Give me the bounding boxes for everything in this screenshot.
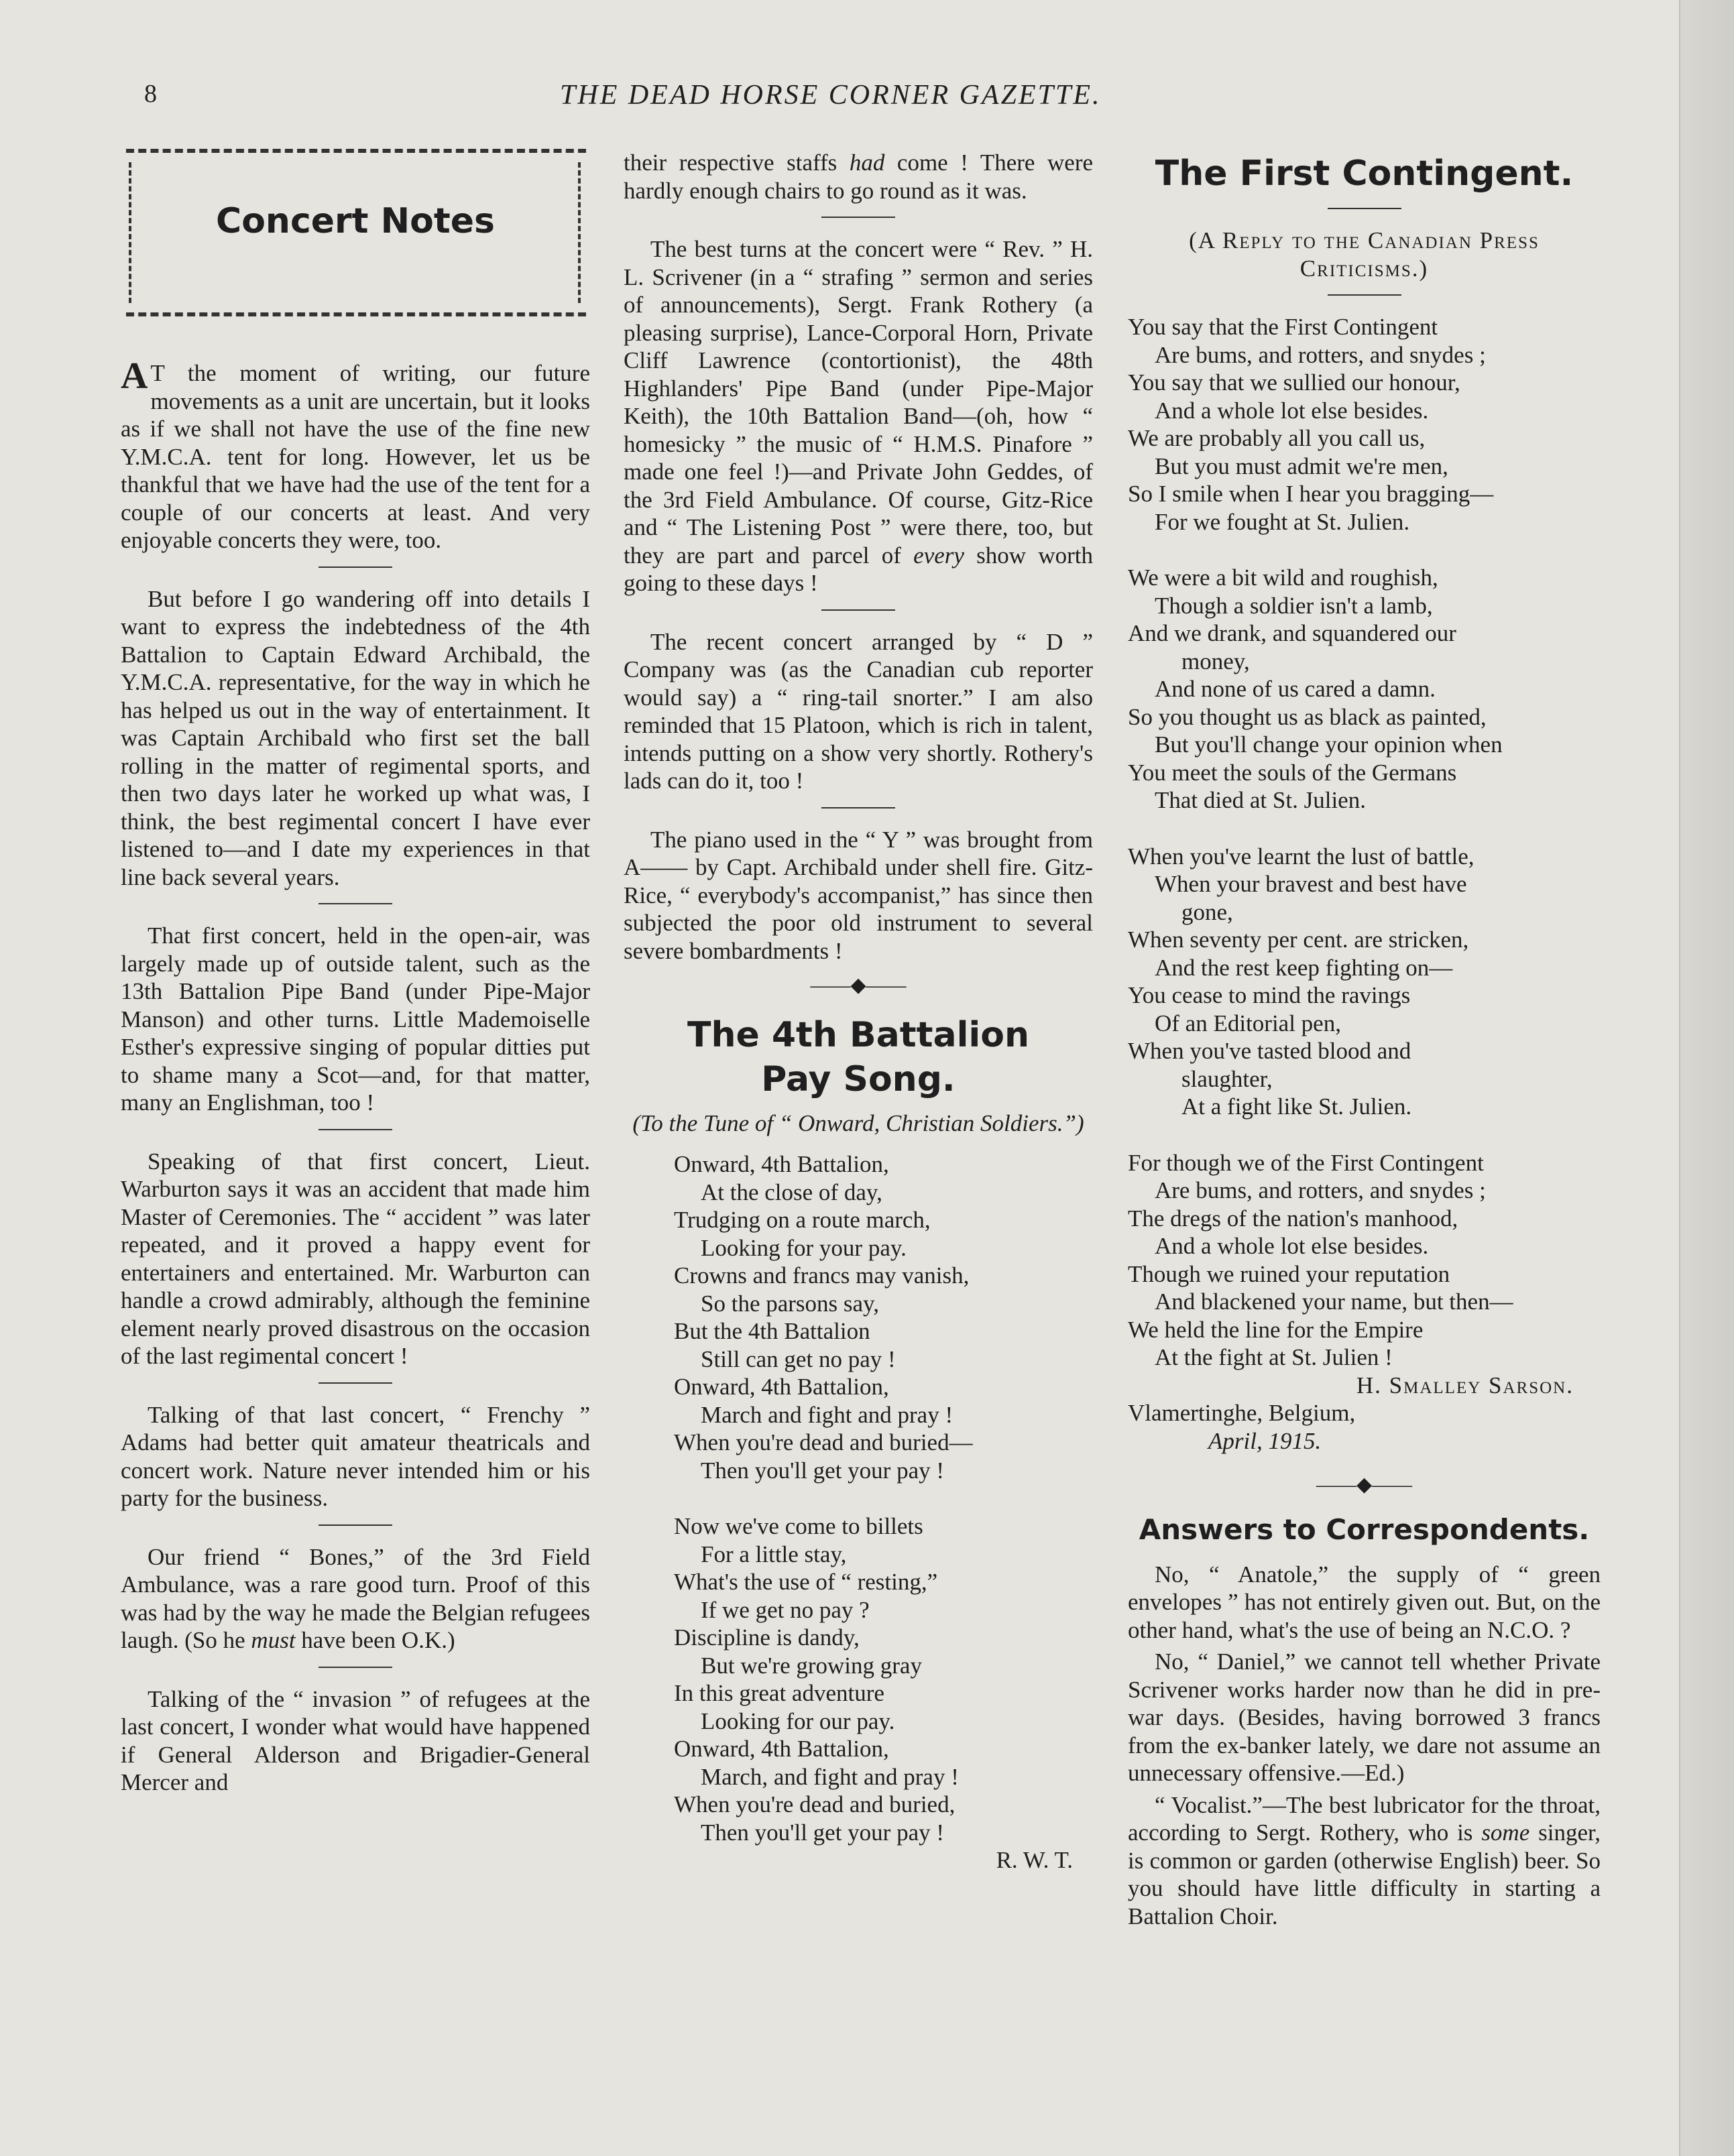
pay-song-stanza-2 [624, 1512, 1093, 1846]
page-header [144, 79, 1673, 119]
verse-line: March, and fight and pray ! [701, 1763, 959, 1790]
verse-line: Onward, 4th Battalion, [674, 1374, 889, 1400]
verse-line: For a little stay, [701, 1541, 847, 1567]
paragraph-text: come ! There were hardly enough chairs to go round as it was. [624, 149, 1094, 204]
verse-line: And a whole lot else besides. [1155, 1233, 1429, 1259]
verse-line: Looking for our pay. [701, 1708, 895, 1734]
section-rule [319, 1129, 392, 1130]
pay-song-title-line1: The 4th Battalion [687, 1014, 1029, 1055]
verse-line: Onward, 4th Battalion, [674, 1151, 889, 1177]
diamond-ornament-icon: ——◆—— [1316, 1474, 1413, 1496]
first-contingent-date: April, 1915. [1208, 1427, 1322, 1454]
verse-line: And a whole lot else besides. [1155, 397, 1429, 424]
paragraph-text: Our friend “ Bones,” of the 3rd Field Ambulance, was a rare good turn. Proof of this was had by the way he made the Belgian refugees laugh. (So he [121, 1543, 590, 1653]
concert-notes-paragraph [121, 355, 590, 554]
verse-line: We held the line for the Empire [1128, 1316, 1424, 1343]
verse-line: Looking for your pay. [701, 1234, 907, 1261]
concert-notes-paragraph: Talking of that last concert, “ Frenchy ” Adams had better quit amateur theatricals and concert work. Nature never intended him or his party for the business. [121, 1401, 590, 1511]
first-contingent-stanza-4 [1128, 1149, 1601, 1372]
verse-line: When you've tasted blood and [1128, 1038, 1411, 1064]
verse-line: At the close of day, [701, 1179, 882, 1205]
verse-line: The dregs of the nation's manhood, [1128, 1205, 1458, 1232]
verse-line: Then you'll get your pay ! [701, 1819, 945, 1846]
verse-line: gone, [1181, 898, 1233, 925]
verse-line: Discipline is dandy, [674, 1624, 860, 1651]
section-rule [821, 217, 895, 218]
verse-line: And the rest keep fighting on— [1155, 954, 1453, 981]
verse-line: You cease to mind the ravings [1128, 982, 1411, 1008]
column-1 [121, 149, 590, 1797]
paragraph-text: The best turns at the concert were “ Rev. ” H. L. Scrivener (in a “ strafing ” sermon and series of announcements), Sergt. Frank Rothery (a pleasing surprise), Lance-Corporal Horn, Private Cliff Lawrence (contortionist), the 48th Highlanders' Pipe Band (under Pipe-Major Keith), the 10th Battalion Band—(oh, how “ homesicky ” the music of “ H.M.S. Pinafore ” made one feel !)—and Private John Geddes, of the 3rd Field Ambulance. Of course, Gitz-Rice and “ The Listening Post ” were there, too, but they are part and parcel of [624, 236, 1093, 568]
verse-line: When you're dead and buried— [674, 1429, 973, 1455]
first-contingent-place: Vlamertinghe, Belgium, [1128, 1400, 1356, 1426]
verse-line: So you thought us as black as painted, [1128, 703, 1487, 730]
verse-line: Though a soldier isn't a lamb, [1155, 592, 1433, 619]
verse-line: When you're dead and buried, [674, 1791, 956, 1817]
verse-line: But you must admit we're men, [1155, 453, 1448, 479]
concert-notes-paragraph: That first concert, held in the open-air, was largely made up of outside talent, such as the 13th Battalion Pipe Band (under Pipe-Major Manson) and other turns. Little Mademoiselle Esther's expressive singing of popular ditties put to shame many a Scot—and, for that matter, many an Englishman, too ! [121, 922, 590, 1116]
verse-line: Now we've come to billets [674, 1513, 923, 1539]
column-3 [1128, 149, 1601, 1930]
answer-paragraph [1128, 1791, 1601, 1931]
paragraph-text: their respective staffs [624, 149, 850, 176]
section-rule [319, 1524, 392, 1526]
first-contingent-title: The First Contingent. [1155, 154, 1574, 194]
answer-paragraph: No, “ Daniel,” we cannot tell whether Private Scrivener works harder now than he did in pre-war days. (Besides, having borrowed 3 francs from the ex-banker lately, we dare not assume an unnecessary offensive.—Ed.) [1128, 1649, 1601, 1786]
emphasis-text: had [849, 149, 885, 176]
verse-line: But the 4th Battalion [674, 1318, 870, 1344]
verse-line: And we drank, and squandered our [1128, 620, 1456, 646]
section-rule [319, 1667, 392, 1668]
pay-song-subtitle: (To the Tune of “ Onward, Christian Soldiers.”) [632, 1110, 1084, 1136]
verse-line: So I smile when I hear you bragging— [1128, 481, 1494, 507]
verse-line: slaughter, [1181, 1065, 1273, 1092]
verse-line: March and fight and pray ! [701, 1401, 953, 1428]
verse-line: For we fought at St. Julien. [1155, 508, 1410, 535]
verse-line: At a fight like St. Julien. [1181, 1093, 1412, 1120]
verse-line: If we get no pay ? [701, 1596, 870, 1623]
first-contingent-stanza-3 [1128, 843, 1601, 1121]
verse-line: But we're growing gray [701, 1652, 922, 1679]
verse-line: At the fight at St. Julien ! [1155, 1344, 1393, 1370]
section-rule [1328, 294, 1401, 296]
verse-line: You meet the souls of the Germans [1128, 759, 1457, 786]
concert-notes-paragraph: But before I go wandering off into details I want to express the indebtedness of the 4th Battalion to Captain Edward Archibald, the Y.M.C.A. representative, for the way in which he has helped us out in the way of entertainment. It was Captain Archibald who first set the ball rolling in the matter of regimental sports, and then two days later he worked up what was, I think, the best regimental concert I have ever listened to—and I date my experiences in that line back several years. [121, 585, 590, 890]
verse-line: Trudging on a route march, [674, 1207, 931, 1233]
concert-notes-paragraph [121, 1543, 590, 1655]
section-rule [319, 903, 392, 904]
verse-line: That died at St. Julien. [1155, 787, 1366, 813]
verse-line: When you've learnt the lust of battle, [1128, 843, 1475, 870]
verse-line: For though we of the First Contingent [1128, 1149, 1484, 1176]
first-contingent-signature: H. Smalley Sarson. [1356, 1372, 1574, 1398]
concert-notes-title: Concert Notes [216, 201, 495, 241]
verse-line: When your bravest and best have [1155, 871, 1467, 897]
verse-line: When seventy per cent. are stricken, [1128, 926, 1469, 953]
column-2 [624, 149, 1093, 1874]
pay-song-stanza-1 [624, 1150, 1093, 1484]
concert-notes-paragraph [624, 235, 1093, 597]
verse-line: We are probably all you call us, [1128, 425, 1426, 451]
paragraph-text: have been O.K.) [295, 1627, 455, 1653]
paragraph-text: show worth going to these days ! [624, 542, 1093, 596]
verse-line: money, [1181, 648, 1250, 674]
concert-notes-paragraph: Speaking of that first concert, Lieut. Warburton says it was an accident that made him Master of Ceremonies. The “ accident ” was later repeated, and it proved a happy event for entertainers and entertained. Mr. Warburton can handle a crowd admirably, although the feminine element nearly proved disastrous on the occasion of the last regimental concert ! [121, 1148, 590, 1369]
paragraph-text: “ Vocalist.”—The best lubricator for the throat, according to Sergt. Rothery, who is [1128, 1791, 1601, 1846]
emphasis-text: every [913, 542, 964, 568]
verse-line: In this great adventure [674, 1680, 884, 1706]
verse-line: Crowns and francs may vanish, [674, 1262, 970, 1289]
verse-line: What's the use of “ resting,” [674, 1569, 938, 1595]
section-rule [319, 1382, 392, 1384]
verse-line: But you'll change your opinion when [1155, 731, 1503, 758]
concert-notes-paragraph [624, 149, 1093, 204]
pay-song-author: R. W. T. [996, 1847, 1073, 1873]
paragraph-text: T the moment of writing, our future movements as a unit are uncertain, but it looks as if we shall not have the use of the fine new Y.M.C.A. tent for long. However, let us be thankful that we have had the use of the tent for a couple of our concerts at least. And very enjoyable concerts they were, too. [121, 360, 590, 553]
verse-line: Are bums, and rotters, and snydes ; [1155, 1177, 1486, 1203]
emphasis-text: some [1481, 1819, 1530, 1846]
verse-line: So the parsons say, [701, 1290, 880, 1317]
section-rule [821, 807, 895, 808]
section-rule [1328, 208, 1401, 209]
verse-line: Of an Editorial pen, [1155, 1010, 1341, 1036]
verse-line: And blackened your name, but then— [1155, 1289, 1513, 1315]
verse-line: And none of us cared a damn. [1155, 676, 1436, 702]
section-rule [319, 566, 392, 568]
paragraph-text: singer, is common or garden (otherwise English) beer. So you should have little difficulty in starting a Battalion Choir. [1128, 1819, 1601, 1929]
concert-notes-paragraph: The recent concert arranged by “ D ” Company was (as the Canadian cub reporter would say) a “ ring-tail snorter.” I am also reminded that 15 Platoon, which is rich in talent, intends putting on a show very shortly. Rothery's lads can do it, too ! [624, 628, 1093, 794]
drop-cap: A [121, 355, 148, 397]
page-number: 8 [144, 80, 157, 108]
verse-line: Then you'll get your pay ! [701, 1457, 945, 1484]
page-edge [1679, 0, 1734, 2156]
pay-song-title-line2: Pay Song. [761, 1059, 956, 1099]
concert-notes-paragraph: Talking of the “ invasion ” of refugees at the last concert, I wonder what would have happened if General Alderson and Brigadier-General Mercer and [121, 1685, 590, 1795]
first-contingent-stanza-1 [1128, 313, 1601, 536]
diamond-ornament-icon: ——◆—— [810, 974, 907, 996]
verse-line: You say that the First Contingent [1128, 314, 1438, 340]
first-contingent-subtitle-2: Criticisms.) [1299, 255, 1429, 282]
answers-title: Answers to Correspondents. [1139, 1512, 1590, 1546]
concert-notes-paragraph: The piano used in the “ Y ” was brought from A—— by Capt. Archibald under shell fire. Gitz-Rice, “ everybody's accompanist,” has since then subjected the poor old instrument to several severe bombardments ! [624, 826, 1093, 964]
verse-line: Are bums, and rotters, and snydes ; [1155, 341, 1486, 368]
emphasis-text: must [251, 1627, 296, 1653]
answer-paragraph: No, “ Anatole,” the supply of “ green envelopes ” has not entirely given out. But, on the other hand, what's the use of being an N.C.O. ? [1128, 1561, 1601, 1643]
verse-line: Onward, 4th Battalion, [674, 1736, 889, 1762]
verse-line: We were a bit wild and roughish, [1128, 564, 1438, 591]
verse-line: Though we ruined your reputation [1128, 1260, 1450, 1287]
first-contingent-subtitle-1: (A Reply to the Canadian Press [1189, 227, 1540, 253]
verse-line: You say that we sullied our honour, [1128, 369, 1460, 396]
verse-line: Still can get no pay ! [701, 1345, 896, 1372]
masthead: THE DEAD HORSE CORNER GAZETTE. [560, 80, 1102, 111]
section-rule [821, 609, 895, 611]
first-contingent-stanza-2 [1128, 564, 1601, 815]
concert-notes-title-box [121, 149, 590, 316]
